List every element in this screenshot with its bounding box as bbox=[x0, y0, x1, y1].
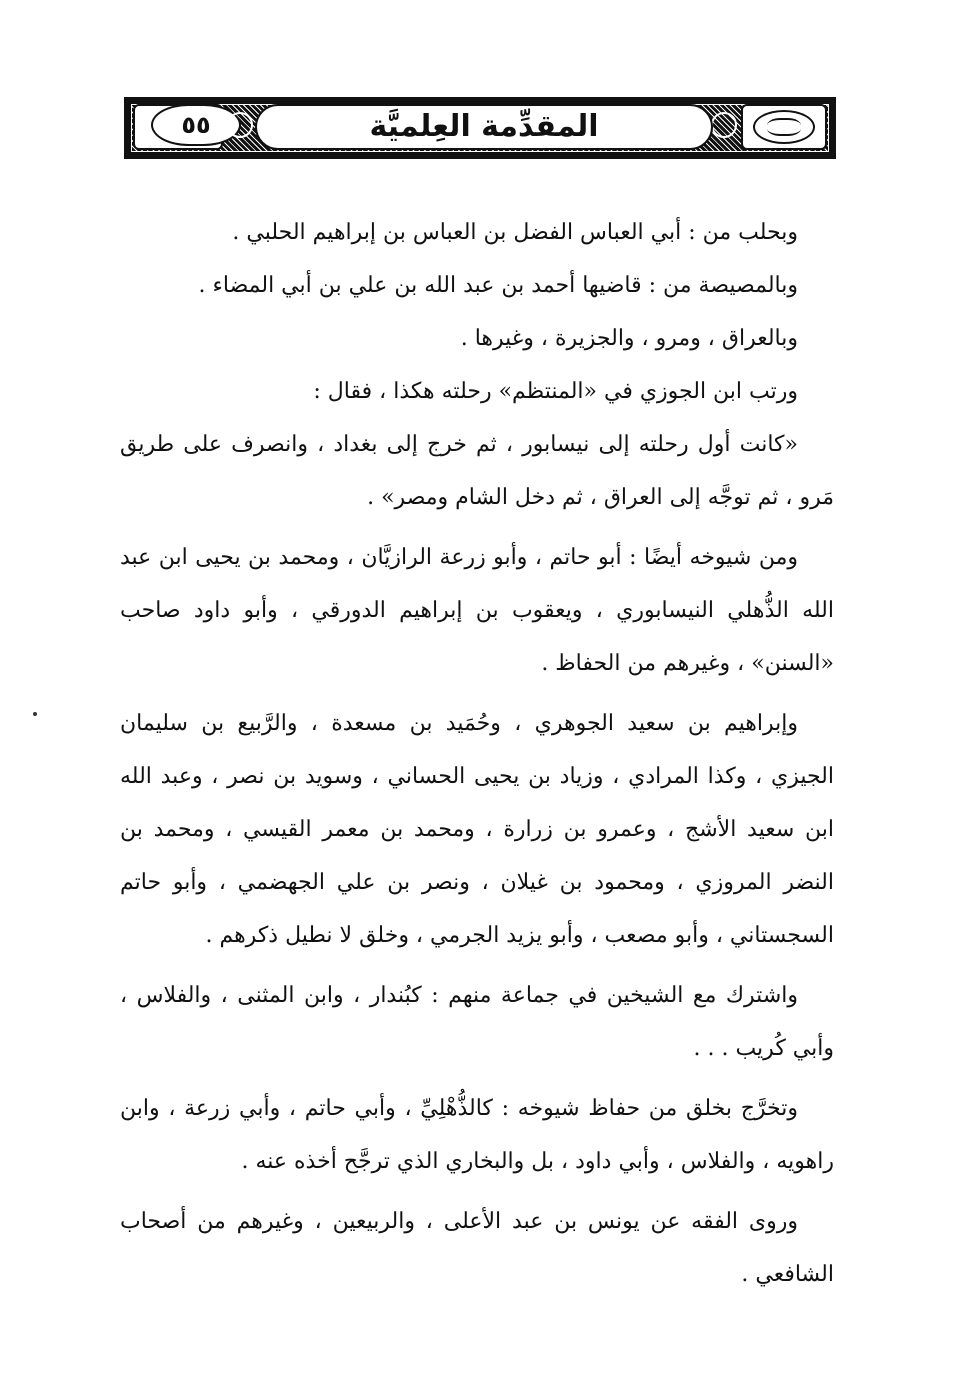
paragraph: وإبراهيم بن سعيد الجوهري ، وحُمَيد بن مسعدة ، والرَّبيع بن سليمان الجيزي ، وكذا المرادي ، وزياد بن يحيى الحساني ، وسويد بن نصر ، وعبد الله ابن سعيد الأشج ، وعمرو بن زرارة ، ومحمد بن معمر القيسي ، ومحمد بن النضر المروزي ، ومحمود بن غيلان ، ونصر بن علي الجهضمي ، وأبو حاتم السجستاني ، وأبو مصعب ، وأبو يزيد الجرمي ، وخلق لا نطيل ذكرهم . bbox=[120, 711, 834, 948]
knot-ornament-icon bbox=[227, 112, 253, 138]
paragraph: «كانت أول رحلته إلى نيسابور ، ثم خرج إلى بغداد ، وانصرف على طريق مَرو ، ثم توجَّه إلى العراق ، ثم دخل الشام ومصر» . bbox=[120, 432, 834, 510]
scan-speck bbox=[33, 712, 37, 716]
paragraph: وروى الفقه عن يونس بن عبد الأعلى ، والربيعين ، وغيرهم من أصحاب الشافعي . bbox=[120, 1209, 834, 1287]
paragraph: ومن شيوخه أيضًا : أبو حاتم ، وأبو زرعة الرازيَّان ، ومحمد بن يحيى ابن عبد الله الذُّهلي النيسابوري ، ويعقوب بن إبراهيم الدورقي ، وأبو داود صاحب «السنن» ، وغيرهم من الحفاظ . bbox=[120, 545, 834, 676]
paragraph: وبحلب من : أبي العباس الفضل بن العباس بن إبراهيم الحلبي . bbox=[232, 220, 798, 245]
paragraph: وبالمصيصة من : قاضيها أحمد بن عبد الله بن علي بن أبي المضاء . bbox=[198, 273, 798, 298]
page-number: ٥٥ bbox=[151, 104, 241, 146]
paragraph: وبالعراق ، ومرو ، والجزيرة ، وغيرها . bbox=[460, 326, 798, 351]
running-title: المقدِّمة العِلميَّة bbox=[369, 109, 599, 144]
header-right-ornament bbox=[741, 104, 827, 150]
calligraphic-medallion-icon bbox=[753, 110, 815, 144]
page-header bbox=[124, 97, 836, 159]
page-body bbox=[120, 206, 834, 1301]
paragraph: واشترك مع الشيخين في جماعة منهم : كبُندار ، وابن المثنى ، والفلاس ، وأبي كُريب . . . bbox=[120, 983, 834, 1061]
title-cartouche bbox=[255, 104, 713, 150]
paragraph: ورتب ابن الجوزي في «المنتظم» رحلته هكذا ، فقال : bbox=[313, 379, 798, 404]
paragraph: وتخرَّج بخلق من حفاظ شيوخه : كالذُّهْلِيِّ ، وأبي حاتم ، وأبي زرعة ، وابن راهويه ، والفلاس ، وأبي داود ، بل والبخاري الذي ترجَّح أخذه عنه . bbox=[120, 1096, 834, 1174]
knot-ornament-icon bbox=[711, 112, 737, 138]
